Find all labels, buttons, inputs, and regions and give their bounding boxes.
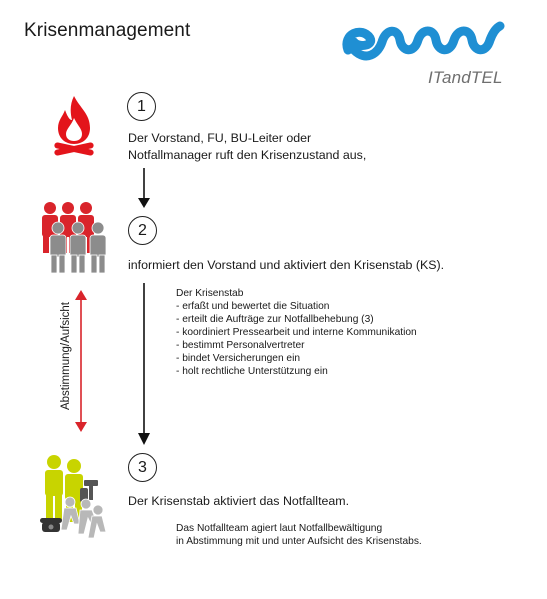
vertical-label-text: Abstimmung/Aufsicht	[60, 302, 72, 411]
krisenstab-list	[176, 287, 417, 378]
arrow-down-1	[137, 168, 151, 208]
step-1-text	[128, 130, 366, 163]
eww-wave-logo	[340, 16, 510, 66]
arrow-down-2	[137, 283, 151, 445]
krisenstab-item: - erfaßt und bewertet die Situation	[176, 301, 330, 312]
krisenstab-item: - holt rechtliche Unterstützung ein	[176, 366, 328, 377]
notfallteam-note-line-1: Das Notfallteam agiert laut Notfallbewältigung	[176, 523, 383, 534]
page-title: Krisenmanagement	[24, 20, 191, 41]
krisenstab-item: - koordiniert Pressearbeit und interne Kommunikation	[176, 327, 417, 338]
krisenstab-heading: Der Krisenstab	[176, 288, 244, 299]
fire-icon	[50, 94, 98, 162]
step-1-number: 1	[127, 92, 156, 121]
step-2-text: informiert den Vorstand und aktiviert den Krisenstab (KS).	[128, 258, 445, 272]
emergency-team-icon	[40, 452, 112, 542]
people-group-icon	[38, 200, 114, 276]
notfallteam-note-line-2: in Abstimmung mit und unter Aufsicht des Krisenstabs.	[176, 536, 422, 547]
krisenstab-item: - bindet Versicherungen ein	[176, 353, 301, 364]
step-2-number: 2	[128, 216, 157, 245]
step-3-number: 3	[128, 453, 157, 482]
step-3-text: Der Krisenstab aktiviert das Notfallteam.	[128, 494, 350, 508]
red-double-arrow	[74, 290, 88, 432]
notfallteam-note	[176, 522, 422, 548]
step-1-line-1: Der Vorstand, FU, BU-Leiter oder	[128, 131, 312, 145]
krisenstab-item: - erteilt die Aufträge zur Notfallbehebung (3)	[176, 314, 374, 325]
krisenstab-item: - bestimmt Personalvertreter	[176, 340, 305, 351]
step-1-line-2: Notfallmanager ruft den Krisenzustand aus,	[128, 147, 367, 162]
logo-subtitle: ITandTEL	[428, 68, 503, 87]
